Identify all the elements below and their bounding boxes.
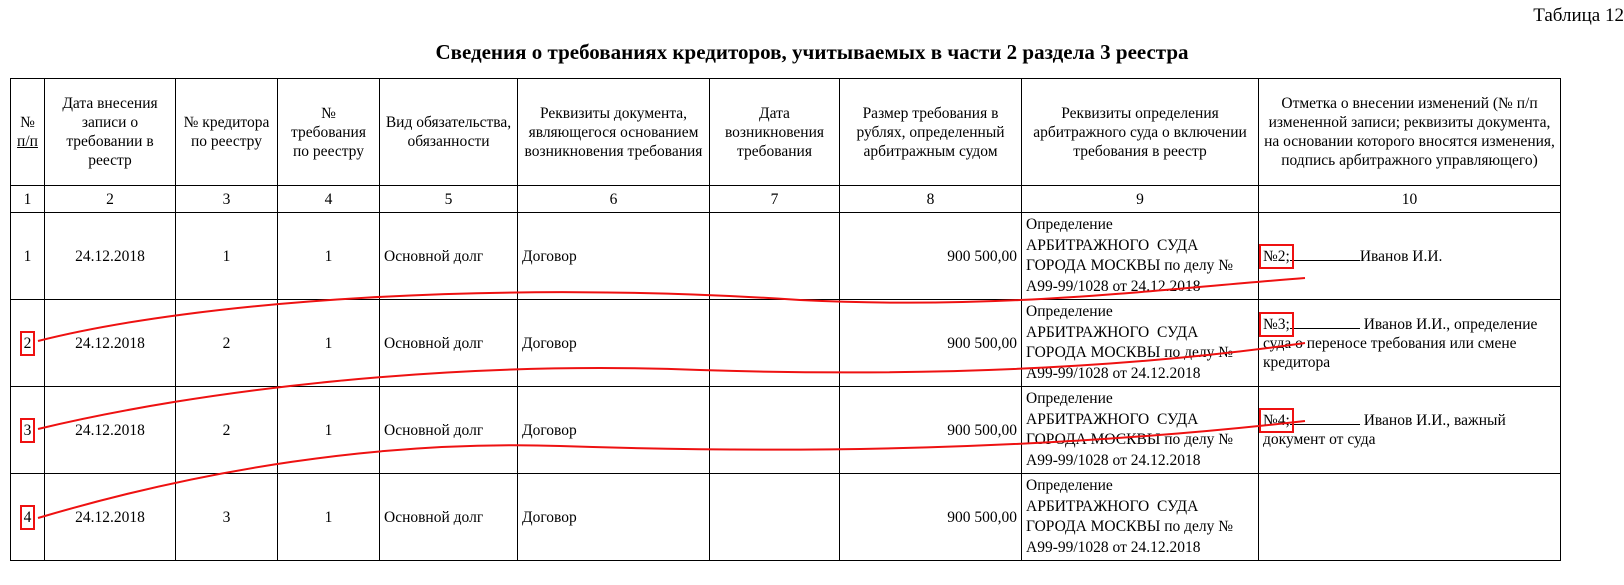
arise-date <box>710 300 840 387</box>
signature-line <box>1290 412 1360 425</box>
obligation-type: Основной долг <box>380 213 518 300</box>
column-number: 7 <box>710 186 840 213</box>
change-ref: №3; <box>1263 315 1290 333</box>
court-line: А99-99/1028 от 24.12.2018 <box>1026 277 1201 295</box>
change-note <box>1259 213 1561 300</box>
column-number: 3 <box>176 186 278 213</box>
row-number-value: 3 <box>23 421 32 439</box>
change-note <box>1259 300 1561 387</box>
court-line: ГОРОДА МОСКВЫ по делу № <box>1026 518 1234 535</box>
signature-line <box>1290 248 1360 261</box>
header-cell <box>11 79 45 186</box>
obligation-type: Основной долг <box>380 474 518 561</box>
court-line: А99-99/1028 от 24.12.2018 <box>1026 538 1201 556</box>
entry-date: 24.12.2018 <box>45 474 176 561</box>
row-number <box>11 213 45 300</box>
change-ref: №2; <box>1263 247 1290 265</box>
change-text: Иванов И.И. <box>1359 247 1443 265</box>
table-number: Таблица 12 <box>1533 5 1624 26</box>
column-number: 6 <box>518 186 710 213</box>
basis-document: Договор <box>518 300 710 387</box>
court-line: А99-99/1028 от 24.12.2018 <box>1026 364 1201 382</box>
court-ruling <box>1022 387 1259 474</box>
header-row <box>11 79 1561 186</box>
header-cell: № кредитора по реестру <box>176 79 278 186</box>
column-number: 2 <box>45 186 176 213</box>
header-cell: Дата возникновения требования <box>710 79 840 186</box>
creditor-number: 2 <box>176 387 278 474</box>
court-line: АРБИТРАЖНОГО СУДА <box>1026 236 1199 254</box>
arise-date <box>710 474 840 561</box>
claim-number: 1 <box>278 213 380 300</box>
basis-document: Договор <box>518 213 710 300</box>
header-num-top: № <box>20 114 35 131</box>
column-number-row <box>11 186 1561 213</box>
header-cell: Отметка о внесении изменений (№ п/п измененной записи; реквизиты документа, на основании которого вносятся изменения, подпись арбитражного управляющего) <box>1259 79 1561 186</box>
court-line: АРБИТРАЖНОГО СУДА <box>1026 410 1199 428</box>
change-note <box>1259 474 1561 561</box>
signature-line <box>1290 316 1360 329</box>
header-cell: Дата внесения записи о требовании в реестр <box>45 79 176 186</box>
court-line: А99-99/1028 от 24.12.2018 <box>1026 451 1201 469</box>
claim-number: 1 <box>278 300 380 387</box>
change-ref: №4; <box>1263 412 1290 429</box>
arise-date <box>710 213 840 300</box>
entry-date: 24.12.2018 <box>45 213 176 300</box>
document-title: Сведения о требованиях кредиторов, учитываемых в части 2 раздела 3 реестра <box>435 40 1189 64</box>
obligation-type: Основной долг <box>380 387 518 474</box>
header-cell: Вид обязательства, обязанности <box>380 79 518 186</box>
court-line: АРБИТРАЖНОГО СУДА <box>1026 497 1199 515</box>
header-cell: Реквизиты определения арбитражного суда о включении требования в реестр <box>1022 79 1259 186</box>
basis-document: Договор <box>518 474 710 561</box>
court-line: Определение <box>1026 216 1113 233</box>
row-number-value: 4 <box>23 508 32 526</box>
obligation-type: Основной долг <box>380 300 518 387</box>
column-number: 5 <box>380 186 518 213</box>
claim-number: 1 <box>278 474 380 561</box>
row-number-value: 2 <box>23 334 32 352</box>
header-num-bottom: п/п <box>17 133 38 150</box>
arise-date <box>710 387 840 474</box>
header-cell: Реквизиты документа, являющегося основанием возникновения требования <box>518 79 710 186</box>
table-row <box>11 300 1561 387</box>
claim-amount: 900 500,00 <box>840 387 1022 474</box>
basis-document: Договор <box>518 387 710 474</box>
creditor-claims-table <box>10 78 1561 561</box>
claim-amount: 900 500,00 <box>840 474 1022 561</box>
court-line: ГОРОДА МОСКВЫ по делу № <box>1026 431 1234 448</box>
table-row <box>11 213 1561 300</box>
court-line: Определение <box>1026 303 1113 320</box>
entry-date: 24.12.2018 <box>45 387 176 474</box>
claim-amount: 900 500,00 <box>840 213 1022 300</box>
header-cell: Размер требования в рублях, определенный арбитражным судом <box>840 79 1022 186</box>
column-number: 4 <box>278 186 380 213</box>
court-line: ГОРОДА МОСКВЫ по делу № <box>1026 344 1234 361</box>
entry-date: 24.12.2018 <box>45 300 176 387</box>
row-number-value: 1 <box>23 247 32 265</box>
court-ruling <box>1022 213 1259 300</box>
table-row <box>11 474 1561 561</box>
claim-number: 1 <box>278 387 380 474</box>
column-number: 8 <box>840 186 1022 213</box>
column-number: 1 <box>11 186 45 213</box>
creditor-number: 1 <box>176 213 278 300</box>
court-line: Определение <box>1026 477 1113 494</box>
row-number <box>11 474 45 561</box>
court-ruling <box>1022 474 1259 561</box>
court-line: ГОРОДА МОСКВЫ по делу № <box>1026 257 1234 274</box>
creditor-number: 2 <box>176 300 278 387</box>
creditor-number: 3 <box>176 474 278 561</box>
row-number <box>11 387 45 474</box>
row-number <box>11 300 45 387</box>
change-text: Иванов И.И., определение суда о переносе требования или смене кредитора <box>1263 315 1538 371</box>
column-number: 9 <box>1022 186 1259 213</box>
court-line: Определение <box>1026 390 1113 407</box>
court-ruling <box>1022 300 1259 387</box>
court-line: АРБИТРАЖНОГО СУДА <box>1026 323 1199 341</box>
header-cell: № требования по реестру <box>278 79 380 186</box>
column-number: 10 <box>1259 186 1561 213</box>
claim-amount: 900 500,00 <box>840 300 1022 387</box>
change-note <box>1259 387 1561 474</box>
table-row <box>11 387 1561 474</box>
change-text: Иванов И.И., важный документ от суда <box>1263 412 1506 448</box>
